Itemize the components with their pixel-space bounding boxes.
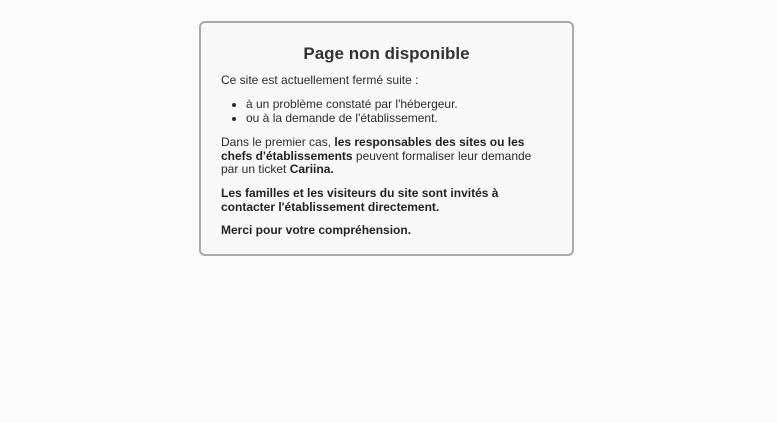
list-item: • à un problème constaté par l'hébergeur. [246, 98, 458, 112]
list-item: • ou à la demande de l'établissement. [246, 112, 458, 126]
families-paragraph [221, 187, 551, 214]
thanks-text: Merci pour votre compréhension. [221, 223, 412, 237]
first-case-lead: Dans le premier cas, [221, 135, 335, 149]
first-case-paragraph [221, 136, 551, 177]
responsible-parties-text: les responsables des sites ou les chefs d'établissements [221, 135, 525, 163]
reason-list [221, 98, 458, 125]
page-title: Page non disponible [303, 44, 470, 63]
first-case-middle: peuvent formaliser leur demande par un ticket [221, 148, 532, 176]
thanks-paragraph [221, 224, 551, 238]
notice-panel [199, 21, 574, 256]
families-text: Les familles et les visiteurs du site sont invités à contacter l'établissement directement. [221, 186, 499, 214]
cariina-text: Cariina. [289, 162, 334, 176]
intro-text: Ce site est actuellement fermé suite : [221, 73, 419, 87]
